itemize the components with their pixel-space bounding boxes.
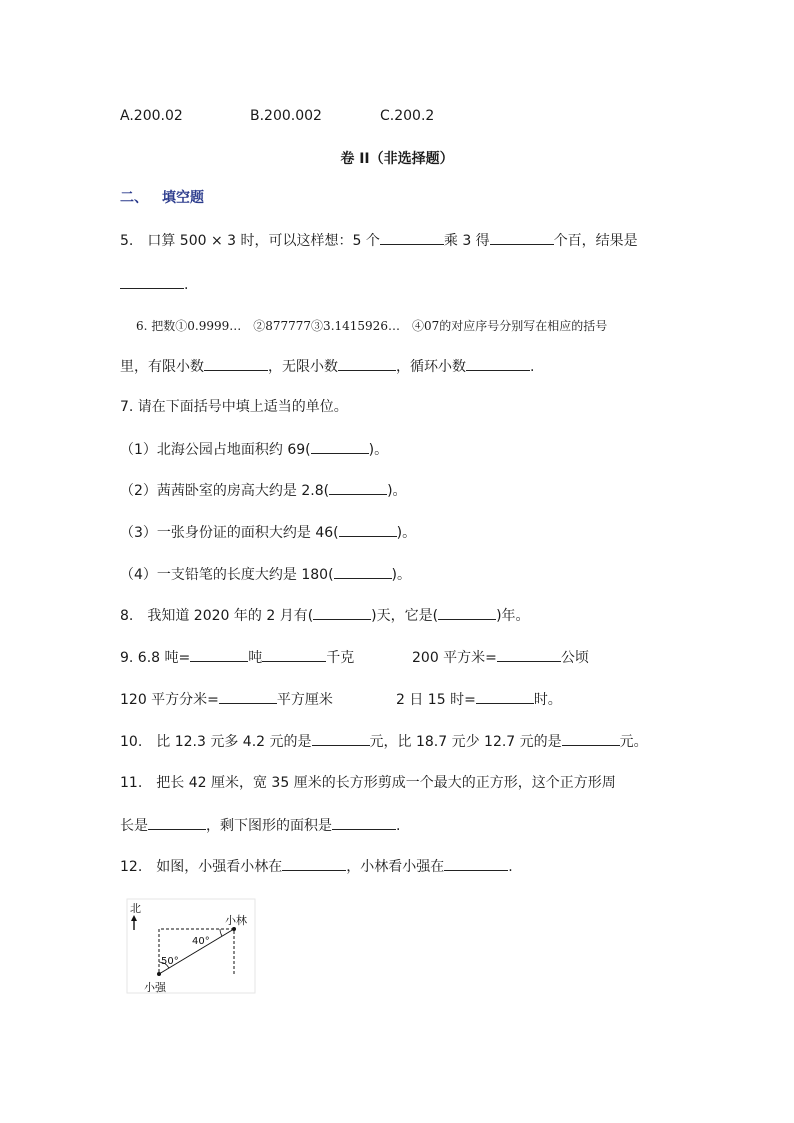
- q11-text-d: .: [396, 818, 401, 834]
- answer-blank[interactable]: [444, 856, 508, 871]
- section-heading: [120, 188, 204, 208]
- q5-text-c: 个百，结果是: [553, 233, 638, 249]
- answer-blank[interactable]: [334, 564, 392, 579]
- answer-blank[interactable]: [120, 274, 184, 289]
- answer-blank[interactable]: [476, 689, 534, 704]
- angle-label-top: 40°: [192, 936, 210, 947]
- q6-text-2: ，无限小数: [268, 359, 338, 375]
- question-10: [120, 731, 648, 752]
- q6-text-4: .: [530, 359, 535, 375]
- answer-blank[interactable]: [262, 647, 326, 662]
- q12-text-b: ，小林看小强在: [346, 859, 445, 875]
- q9-text-f: 120 平方分米=: [120, 692, 219, 708]
- q7-item-text: （3）一张身份证的面积大约是 46(: [120, 525, 339, 541]
- answer-blank[interactable]: [204, 356, 268, 371]
- q7-item-close: )。: [396, 525, 417, 541]
- question-9-d: [396, 689, 562, 710]
- q5-text-b: 乘 3 得: [443, 233, 490, 249]
- q7-item-close: )。: [391, 567, 412, 583]
- question-6-cont: [120, 356, 534, 377]
- direction-figure: [124, 896, 258, 996]
- q9-text-h: 2 日 15 时=: [396, 692, 476, 708]
- q9-text-b: 吨: [248, 650, 263, 666]
- north-label: 北: [130, 902, 141, 915]
- q10-text-a: 10. 比 12.3 元多 4.2 元的是: [120, 734, 312, 750]
- question-5-cont: [120, 274, 188, 295]
- question-11: 11. 把长 42 厘米，宽 35 厘米的长方形剪成一个最大的正方形，这个正方形周: [120, 775, 616, 791]
- answer-blank[interactable]: [438, 605, 496, 620]
- question-9: [120, 647, 354, 668]
- q12-text-c: .: [508, 859, 513, 875]
- choice-b: B.200.002: [250, 108, 322, 124]
- q11-text-b: 长是: [120, 818, 148, 834]
- q9-text-c: 千克: [326, 650, 355, 666]
- q10-text-b: 元，比 18.7 元少 12.7 元的是: [369, 734, 562, 750]
- choice-c: C.200.2: [380, 108, 435, 124]
- answer-blank[interactable]: [497, 647, 561, 662]
- q5-text-a: 5. 口算 500 × 3 时，可以这样想：5 个: [120, 233, 380, 249]
- question-9-b: [412, 647, 589, 668]
- answer-blank[interactable]: [282, 856, 346, 871]
- answer-blank[interactable]: [339, 522, 397, 537]
- north-arrow-icon: [131, 915, 137, 930]
- label-xiaolin: 小林: [225, 914, 247, 927]
- answer-blank[interactable]: [562, 731, 620, 746]
- q8-text-b: )天，它是(: [371, 608, 439, 624]
- q12-text-a: 12. 如图，小强看小林在: [120, 859, 283, 875]
- answer-blank[interactable]: [190, 647, 248, 662]
- answer-blank[interactable]: [313, 605, 371, 620]
- section-number: 二、: [120, 190, 148, 206]
- question-12: [120, 856, 513, 877]
- question-11-cont: [120, 815, 400, 836]
- question-6: 6. 把数①0.9999… ②877777③3.1415926… ④07的对应序号分别写在相应的括号: [136, 319, 608, 333]
- q6-text-1: 里，有限小数: [120, 359, 204, 375]
- answer-blank[interactable]: [338, 356, 396, 371]
- q5-text-d: .: [184, 277, 189, 293]
- question-7-item: [120, 564, 411, 585]
- q7-item-text: （1）北海公园占地面积约 69(: [120, 442, 311, 458]
- answer-blank[interactable]: [466, 356, 530, 371]
- answer-blank[interactable]: [148, 815, 206, 830]
- q11-text-c: ，剩下图形的面积是: [206, 818, 332, 834]
- answer-blank[interactable]: [311, 439, 369, 454]
- section-title: 填空题: [162, 190, 204, 206]
- q9-text-g: 平方厘米: [276, 692, 333, 708]
- q7-item-close: )。: [387, 483, 407, 499]
- answer-blank[interactable]: [312, 731, 370, 746]
- q9-text-d: 200 平方米=: [412, 650, 497, 666]
- answer-blank[interactable]: [219, 689, 277, 704]
- question-7-item: [120, 480, 407, 501]
- question-9-c: [120, 689, 333, 710]
- answer-blank[interactable]: [329, 480, 387, 495]
- answer-blank[interactable]: [380, 230, 444, 245]
- point-xiaolin: [232, 927, 236, 931]
- angle-label-bottom: 50°: [161, 956, 179, 967]
- question-8: [120, 605, 530, 626]
- question-7-title: 7. 请在下面括号中填上适当的单位。: [120, 399, 348, 415]
- q9-text-a: 9. 6.8 吨=: [120, 650, 191, 666]
- point-xiaoqiang: [157, 972, 161, 976]
- question-5: [120, 230, 638, 251]
- question-7-item: [120, 439, 388, 460]
- label-xiaoqiang: 小强: [144, 981, 166, 994]
- question-7-item: [120, 522, 416, 543]
- answer-blank[interactable]: [490, 230, 554, 245]
- q7-item-text: （2）茜茜卧室的房高大约是 2.8(: [120, 483, 330, 499]
- angle-arc-top: [220, 929, 222, 936]
- q10-text-c: 元。: [619, 734, 648, 750]
- q6-text-3: ，循环小数: [396, 359, 466, 375]
- part-title: 卷 II（非选择题）: [340, 151, 454, 167]
- q7-item-text: （4）一支铅笔的长度大约是 180(: [120, 567, 334, 583]
- q8-text-a: 8. 我知道 2020 年的 2 月有(: [120, 608, 314, 624]
- answer-blank[interactable]: [332, 815, 396, 830]
- q9-text-e: 公顷: [560, 650, 589, 666]
- choice-a: A.200.02: [120, 108, 183, 124]
- q8-text-c: )年。: [496, 608, 530, 624]
- q9-text-i: 时。: [533, 692, 562, 708]
- q7-item-close: )。: [368, 442, 389, 458]
